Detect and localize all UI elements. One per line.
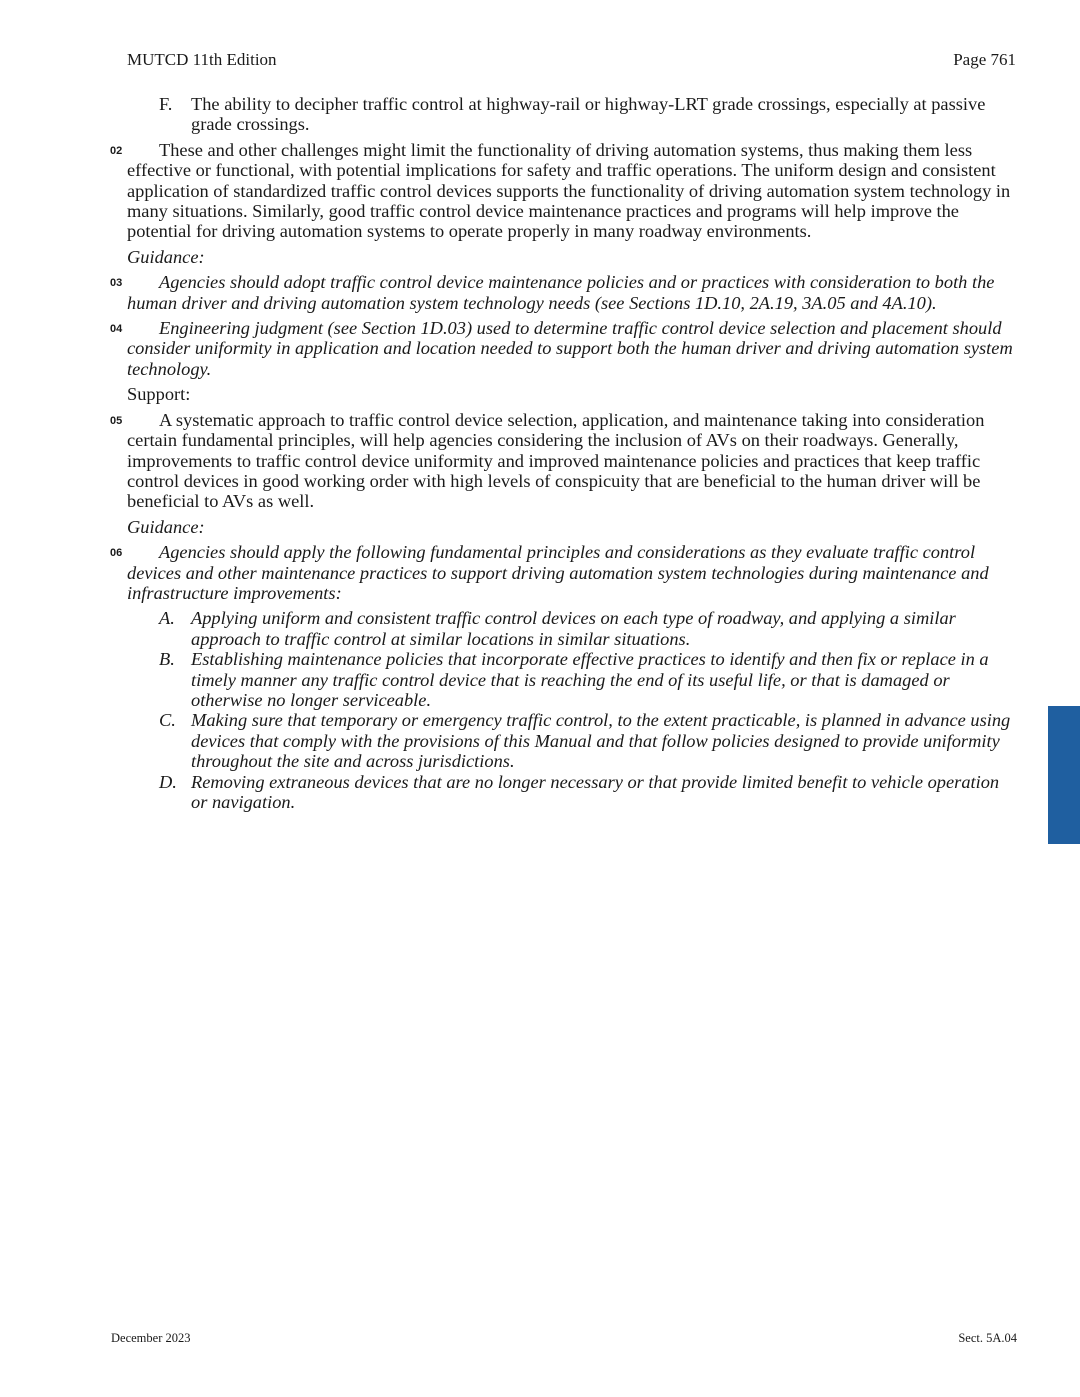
- list-text: The ability to decipher traffic control at highway-rail or highway-LRT grade crossings, especially at passive grade crossings.: [191, 94, 986, 135]
- paragraph-number: 03: [110, 277, 123, 290]
- paragraph-number: 02: [110, 144, 123, 157]
- list-item: [159, 649, 1019, 710]
- paragraph-06: [110, 542, 1019, 603]
- list-text: Establishing maintenance policies that incorporate effective practices to identify and then fix or replace in a timely manner any traffic control device that is reaching the end of its useful life, or that is damaged or otherwise no longer serviceable.: [191, 649, 989, 710]
- paragraph-number: 05: [110, 414, 123, 427]
- paragraph-02: [110, 139, 1019, 242]
- list-letter: D.: [159, 771, 177, 792]
- list-text: Removing extraneous devices that are no longer necessary or that provide limited benefit to vehicle operation or navigation.: [191, 771, 1000, 812]
- page-content: [110, 94, 1019, 812]
- paragraph-03: [110, 272, 1019, 313]
- list-item: [159, 608, 1019, 649]
- paragraph-text: Agencies should apply the following fundamental principles and considerations as they evaluate traffic control devices and other maintenance practices to support driving automation system technologies during maintenance and infrastructure improvements:: [127, 542, 989, 603]
- paragraph-text: Engineering judgment (see Section 1D.03) used to determine traffic control device selection and placement should consider uniformity in application and location needed to support both the human driver and driving automation system technology.: [127, 318, 1013, 379]
- list-text: Applying uniform and consistent traffic control devices on each type of roadway, and applying a similar approach to traffic control at similar locations in similar situations.: [191, 608, 956, 649]
- list-letter: C.: [159, 710, 176, 731]
- page-header: [127, 50, 1016, 74]
- page-number: Page 761: [953, 50, 1016, 69]
- list-item: [159, 772, 1019, 813]
- list-letter: B.: [159, 649, 175, 670]
- list-letter: A.: [159, 608, 175, 629]
- paragraph-04: [110, 318, 1019, 379]
- principles-list: [159, 608, 1019, 812]
- paragraph-text: Agencies should adopt traffic control device maintenance policies and or practices with consideration to both the human driver and driving automation system technology needs (see Sections 1D.10, 2A.19, 3A.05 and 4A.10).: [127, 272, 995, 313]
- section-reference: Sect. 5A.04: [958, 1331, 1017, 1345]
- support-heading: Support:: [127, 384, 191, 405]
- guidance-heading: Guidance:: [127, 246, 205, 267]
- list-item: [159, 94, 1019, 135]
- chapter-tab: [1048, 706, 1080, 844]
- paragraph-05: [110, 409, 1019, 512]
- guidance-heading: Guidance:: [127, 516, 205, 537]
- paragraph-number: 04: [110, 323, 123, 336]
- paragraph-text: These and other challenges might limit the functionality of driving automation systems, thus making them less effective or functional, with potential implications for safety and traffic operations. The uniform design and consistent application of standardized traffic control devices supports the functionality of driving automation system technology in many situations. Similarly, good traffic control device maintenance practices and programs will help improve the potential for driving automation systems to operate properly in many roadway environments.: [127, 139, 1011, 242]
- continued-list: [159, 94, 1019, 135]
- document-title: MUTCD 11th Edition: [127, 50, 277, 69]
- list-letter: F.: [159, 94, 173, 114]
- list-item: [159, 710, 1019, 771]
- paragraph-number: 06: [110, 547, 123, 560]
- list-text: Making sure that temporary or emergency traffic control, to the extent practicable, is planned in advance using devices that comply with the provisions of this Manual and that follow policies designed to provide uniformity throughout the site and across jurisdictions.: [191, 710, 1011, 772]
- publication-date: December 2023: [111, 1331, 191, 1345]
- paragraph-text: A systematic approach to traffic control device selection, application, and maintenance taking into consideration certain fundamental principles, will help agencies considering the inclusion of AVs on their roadways. Generally, improvements to traffic control device uniformity and improved maintenance policies and practices that keep traffic control devices in good working order with high levels of conspicuity that are beneficial to the human driver will be beneficial to AVs as well.: [127, 409, 985, 512]
